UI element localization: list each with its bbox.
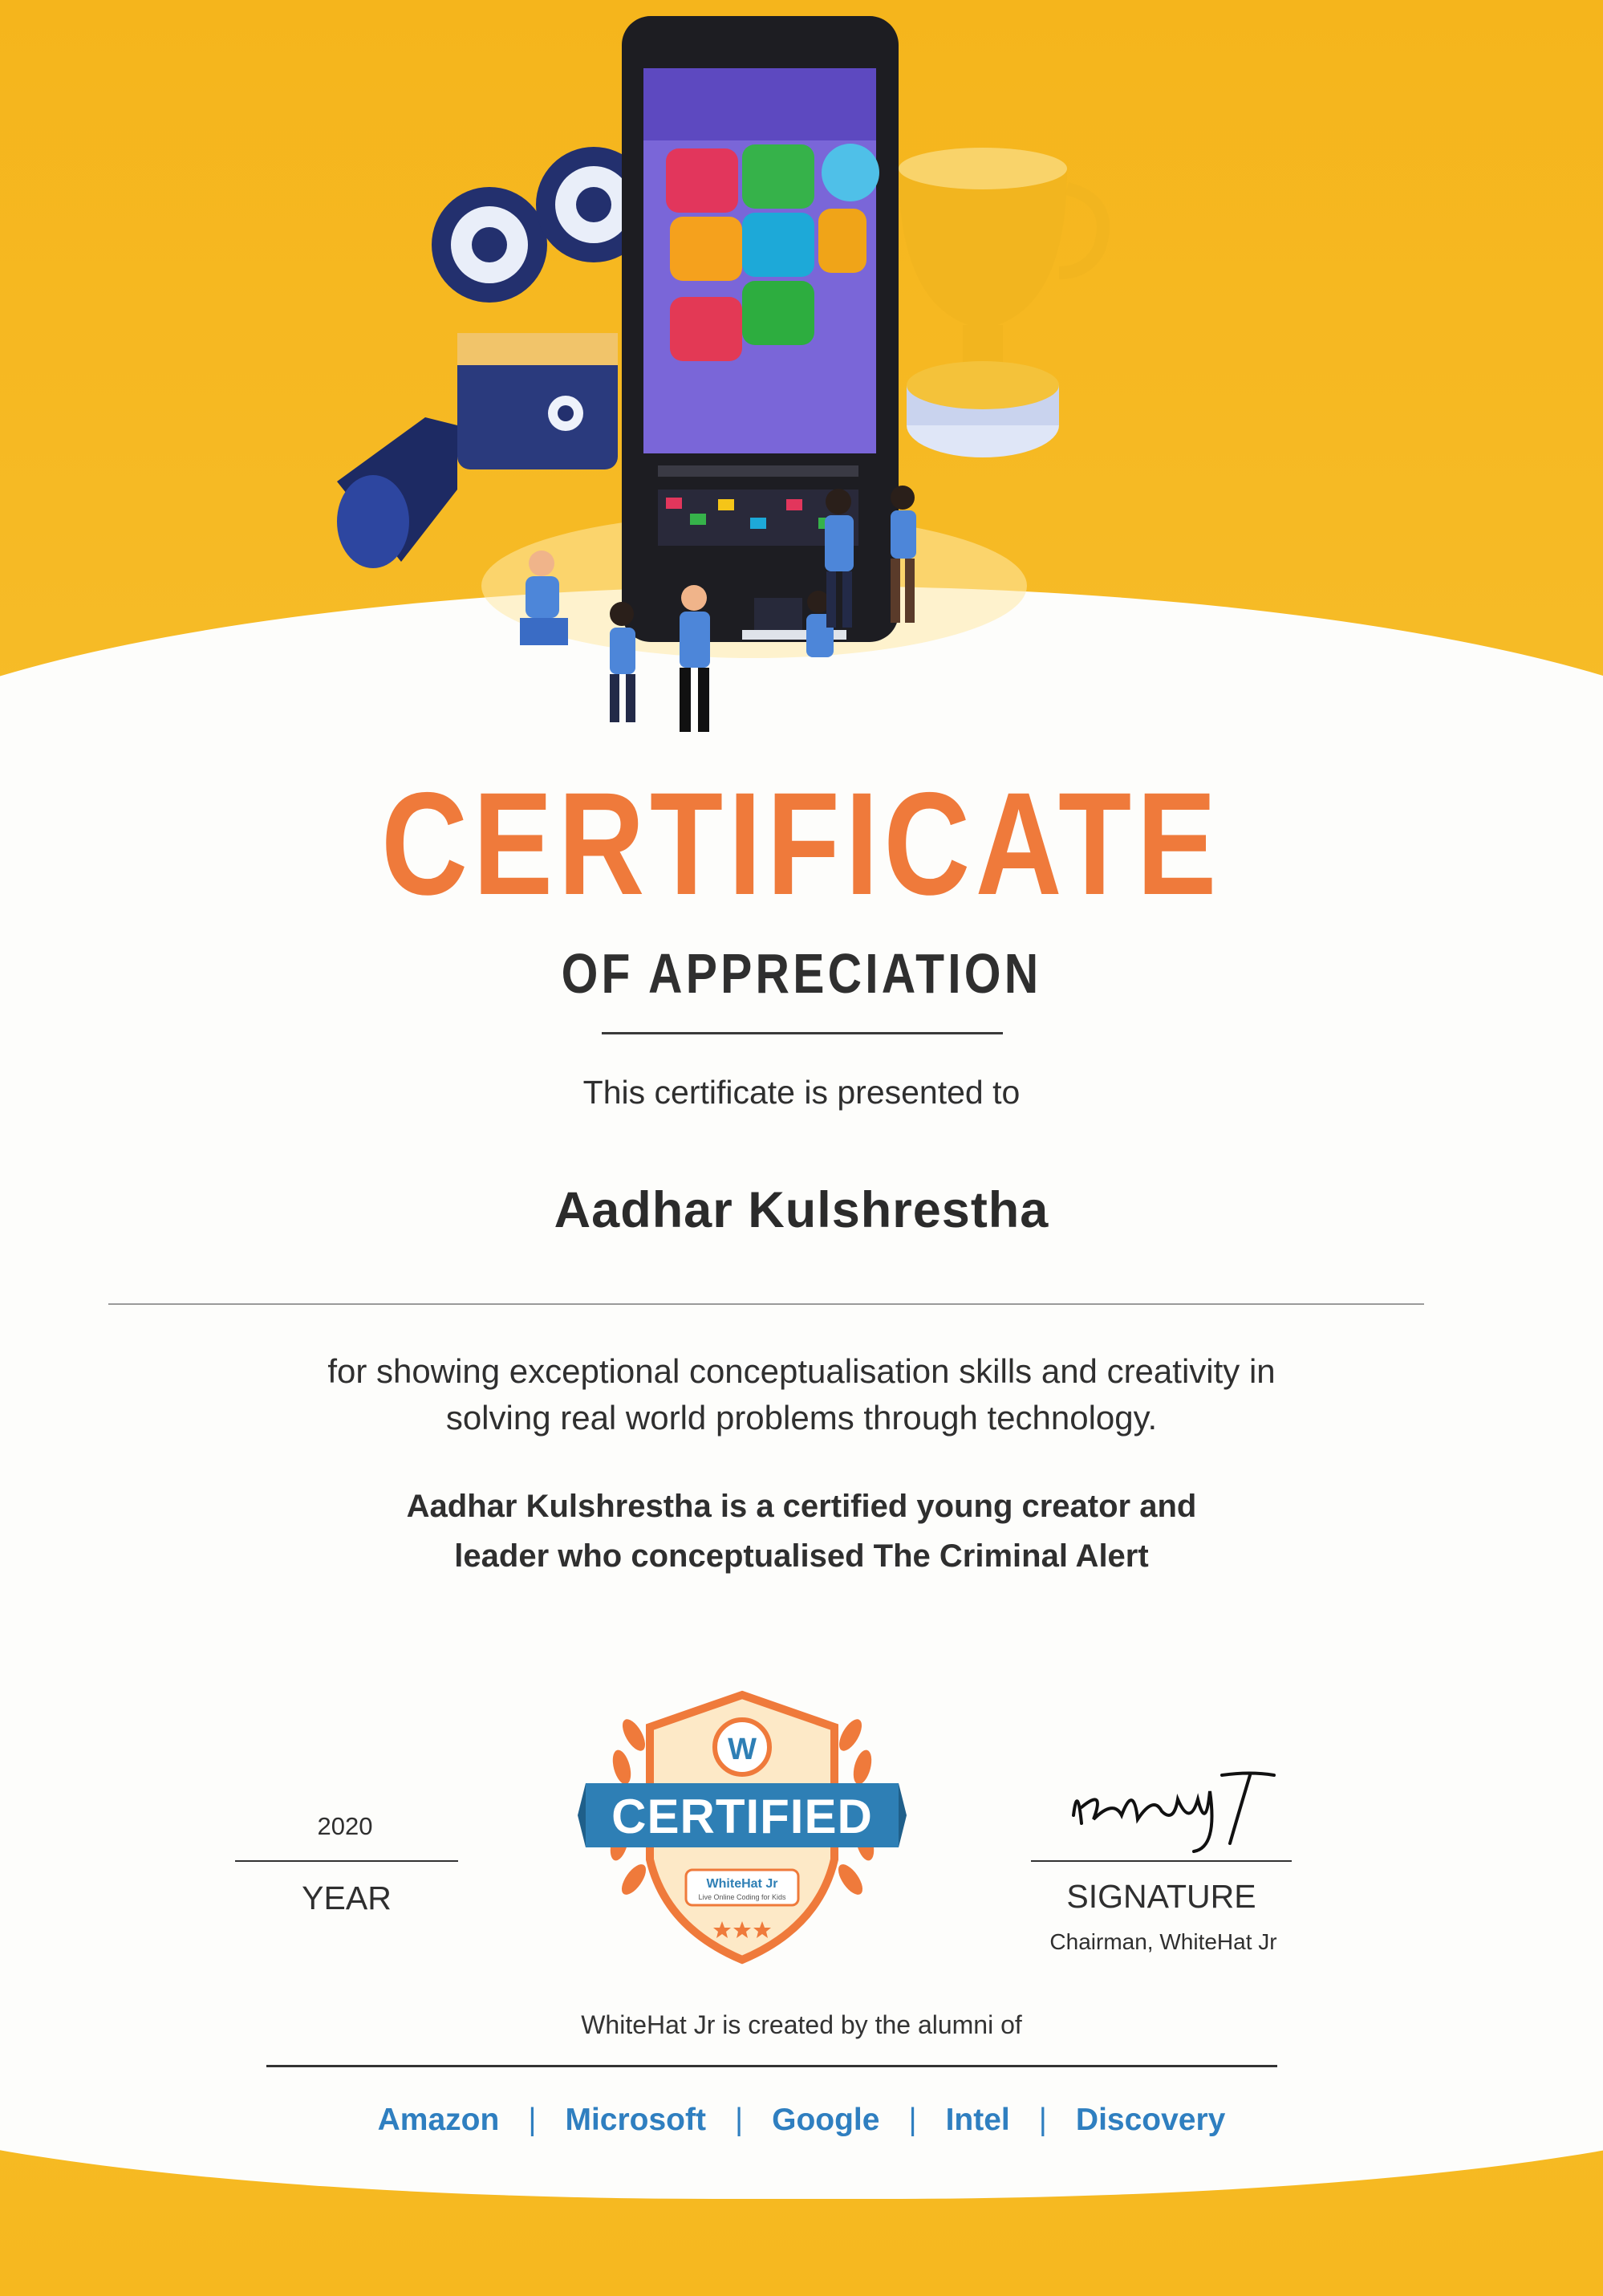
reason-line-1: for showing exceptional conceptualisation skills and creativity in bbox=[327, 1352, 1276, 1390]
separator: | bbox=[1038, 2103, 1047, 2137]
badge-logo-letter: W bbox=[728, 1733, 757, 1766]
certificate-subtitle: OF APPRECIATION bbox=[561, 942, 1042, 1005]
presented-to-text: This certificate is presented to bbox=[582, 1074, 1021, 1111]
alumni-divider bbox=[266, 2065, 1277, 2067]
signature-title: Chairman, WhiteHat Jr bbox=[1049, 1929, 1277, 1954]
separator: | bbox=[528, 2103, 537, 2137]
badge-brand-tagline: Live Online Coding for Kids bbox=[698, 1893, 786, 1901]
detail-line-2: leader who conceptualised The Criminal Alert bbox=[454, 1538, 1149, 1574]
hero-illustration bbox=[305, 8, 1139, 770]
film-camera-icon bbox=[337, 147, 651, 568]
company-google: Google bbox=[772, 2103, 880, 2137]
alumni-text: WhiteHat Jr is created by the alumni of bbox=[581, 2010, 1022, 2039]
badge-brand-name: WhiteHat Jr bbox=[706, 1877, 778, 1891]
certificate-title: CERTIFICATE bbox=[381, 762, 1222, 925]
detail-text bbox=[0, 1481, 1603, 1581]
year-value: 2020 bbox=[317, 1812, 373, 1840]
year-line bbox=[235, 1860, 458, 1862]
signature-line bbox=[1031, 1860, 1292, 1862]
separator: | bbox=[908, 2103, 917, 2137]
reason-line-2: solving real world problems through technology. bbox=[445, 1399, 1158, 1437]
year-label: YEAR bbox=[302, 1879, 392, 1916]
subtitle-divider bbox=[602, 1032, 1003, 1034]
company-microsoft: Microsoft bbox=[565, 2103, 706, 2137]
name-divider bbox=[108, 1303, 1424, 1305]
company-list bbox=[0, 2103, 1603, 2138]
separator: | bbox=[734, 2103, 744, 2137]
company-discovery: Discovery bbox=[1075, 2103, 1226, 2137]
company-intel: Intel bbox=[945, 2103, 1010, 2137]
company-amazon: Amazon bbox=[377, 2103, 500, 2137]
recipient-name: Aadhar Kulshrestha bbox=[554, 1182, 1049, 1238]
signature-label: SIGNATURE bbox=[1066, 1878, 1256, 1915]
smartphone-icon bbox=[622, 16, 899, 642]
trophy-icon bbox=[899, 148, 1103, 457]
detail-line-1: Aadhar Kulshrestha is a certified young creator and bbox=[406, 1489, 1197, 1524]
reason-text bbox=[0, 1348, 1603, 1441]
badge-ribbon-text: CERTIFIED bbox=[611, 1790, 873, 1843]
certified-badge bbox=[578, 1663, 907, 1984]
handwritten-signature bbox=[1057, 1751, 1314, 1855]
